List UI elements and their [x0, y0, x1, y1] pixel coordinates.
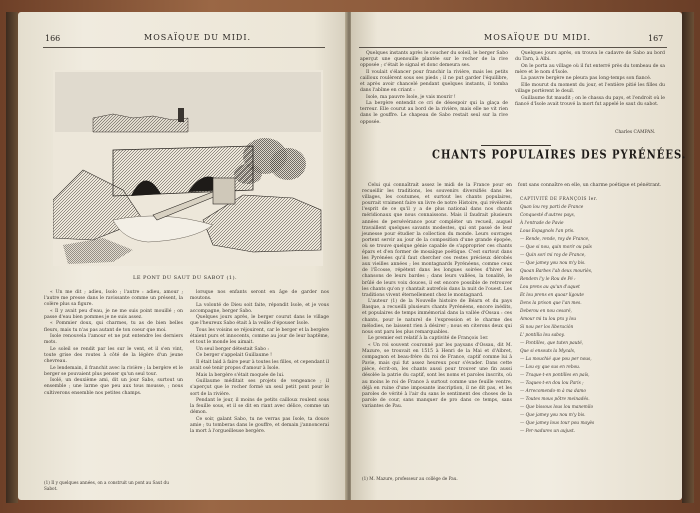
poem-line: Lous Espagnols l'an pris. — [520, 229, 575, 234]
poem-line: — Lou ey que sus en rebou. — [520, 365, 581, 370]
book-cover-right-edge — [682, 12, 694, 503]
header-rule — [359, 47, 667, 48]
paragraph: Un seul berger détestait Sabo : — [196, 346, 269, 352]
illustration-caption: LE PONT DU SAUT DU SABOT (1). — [133, 275, 238, 281]
poem-line: — Que jamey you nou m'y bis. — [520, 413, 586, 418]
article-title: CHANTS POPULAIRES DES PYRÉNÉES. — [432, 148, 687, 163]
poem-line: — Pontilles, que tuten pauté, — [520, 341, 584, 346]
poem-line: Dens la prison que l'an mes. — [520, 301, 582, 306]
poem-line: L' pontilla lou saboy. — [520, 333, 565, 338]
page-number: 167 — [648, 34, 664, 43]
header-rule — [43, 47, 325, 48]
poem-line: — Traque-t-en pontilles en païs, — [520, 373, 590, 378]
poem-line: Et lou prens en quoar ligoute — [520, 293, 584, 298]
paragraph: L'auteur (1) de la Nouvelle histoire de Béarn et du pays Basque, a recueilli plusieurs chants Pyrénéens, encore inédits, et populaires de temps immémorial dans la vallée d'Ossau : ces chants, pour le naturel de l'expression et le charme des mélodies, ne laissent rien à désirer ; nous en citerons deux qui nous ont paru les plus remarquables. — [362, 299, 512, 335]
paragraph: « Un roi souvent couronné par les paysans d'Ossau, dit M. Mazure, se trouvait en 1515 à Henri de la Mai et d'Albret, compagnon et beau-frère du roi de France, captif comme lui à Pavie, mais qui fut assez heureux pour s'évader. Dans cette pièce, écrit-on, les chants aussi pour trouver une fin aussi désolée la patrie du captif, sont les noms et paroles inscrits, où au moins le roi de France à surtout comme une feuille ventre, déjà en ruine d'une imposante inscription, il ne dit pas, et les paroles de vérité à l'air du sans le sentiment des choses de la parole de cour, sans manquer de pro dans ce temps, sans variantes de Pau. — [362, 342, 512, 409]
poem-line: Quoan Barbes l'ab deux mouriès, — [520, 269, 593, 274]
footnote: (1) M. Mazure, professeur au collège de Pau. — [362, 476, 458, 481]
running-head: MOSAÏQUE DU MIDI. — [144, 33, 252, 42]
paragraph: On le porta au village où il fut enterré près du tombeau de sa mère et le nom d'Isole. — [515, 63, 665, 75]
paragraph: La pauvre bergère ne pleura pas long-temps son fiancé. — [521, 76, 652, 82]
paragraph: Le lendemain, il franchit avec la rivière ; la bergère et le berger se pouvaient plus penser qu'un seul tour. — [44, 365, 183, 377]
paragraph: Il était laid à faire peur à toutes les filles, et cependant il avait osé tenir propos d'amour à Isole. — [190, 360, 329, 372]
poem — [520, 196, 670, 436]
paragraph: Mais la bergère s'était moquée de lui. — [196, 372, 285, 378]
poem-line: À l'entrade de Pavie — [520, 221, 564, 226]
poem-line: Quan lou rey parti de France — [520, 205, 584, 210]
paragraph: Le premier est relatif à la captivité de François 1er. — [368, 336, 489, 342]
poem-line: Si nou per los liberación — [520, 325, 574, 330]
paragraph: Pendant le jour, il moins de petits cailloux roulent sous la feuille sous, et il se dit en riant avec délice, comme un démon. — [190, 398, 329, 416]
paragraph: Isole, ma pauvre Isole, je vais mourir ! — [366, 94, 456, 100]
poem-line: Deberou en nou cesaré, — [520, 309, 572, 314]
poem-line: — Rende, rende, roy de France, — [520, 237, 590, 242]
poem-line: Conquesté d'autres pays, — [520, 213, 576, 218]
paragraph: La volonté de Dieu soit faite, répondit Isole, et je vous accompagne, berger Sabo. — [190, 302, 329, 314]
paragraph: Quelques jours après, le berger courut dans le village que l'heureux Sabo était à la veille d'épouser Isole. — [190, 315, 329, 327]
poem-line: Amour mi tu lou pra y lou — [520, 317, 576, 322]
poem-line: Rendem l'y le Rou de Pé : — [520, 277, 576, 282]
paragraph: Le soleil se rendit par les sur le vent, et il s'en vint, toute grise des routes à côté de la légère d'un jeune chevreau. — [44, 346, 183, 365]
left-page — [18, 12, 347, 500]
paragraph: « Il y avait peu d'eau, je ne me suis point mouillé ; on passe d'eau bien pommes je ne suis assez. — [44, 308, 183, 320]
paragraph: Tous les voisins se réjouirent, car le berger et la bergère étaient purs et innocents, comme au jour de leur baptême, et tout le monde les aimait. — [190, 328, 329, 346]
poem-line: Lou prens au qu'un d'aquet — [520, 285, 580, 290]
paragraph: Isolé, un deuxième ami, dit un jour Sabo, surtout un ensemble ; une larme que peu aux tous mousse, ; nous cultiverons ensemble nos petites champs. — [44, 378, 183, 396]
poem-line: — Que bissous lous lou manemilo — [520, 405, 594, 410]
left-column-2 — [190, 290, 329, 436]
paragraph: « Pommier doux, qui charmes, tu as de bien belles fleurs, mais tu n'as pas autant de ton coeur que moi. — [44, 321, 183, 333]
paragraph: La bergère entendit ce cri de désespoir qui la glaça de terreur. Elle courut au bord de la rivière, mais elle ne vit rien dans le gouffre. Le chapeau de Sabo restait seul sur la rive opposée. — [360, 101, 508, 125]
poem-line: — Taques-t-en dou lou Paris ; — [520, 381, 584, 386]
bridge-engraving — [53, 70, 323, 266]
poem-title: CAPTIVITÉ DE FRANÇOIS Ier. — [520, 197, 598, 202]
paragraph: « Un me dit ; adieu, Isolo ; l'autre : adieu, amour ; l'autre me presse dans le ravissante comme un présent, la colère plus sa figure. — [44, 290, 183, 308]
poem-line: — Que jamey you nou m'y bis. — [520, 261, 586, 266]
paragraph: Elle mourut du moment du jour, et l'entière pitié les filles du village portèrent le deuil. — [515, 82, 665, 95]
book-cover-left-edge — [6, 12, 18, 503]
paragraph: Ce soir, galant Sabo, tu ne verras pas Isole, ta douce amie ; tu tomberas dans le gouffre, et demain j'annoncerai la mort à l'orgueilleuse bergère. — [190, 416, 329, 435]
paragraph: Isole renouvela l'amour et ne put entendre les derniers mots. — [44, 334, 183, 346]
poem-line: — La mouchié que pou per nous, — [520, 357, 592, 362]
paragraph: Il voulait s'élancer pour franchir la rivière, mais les petits cailloux roulèrent sous ses pieds ; il ne put garder l'équilibre, et après avoir chancelé pendant quelques instants, il tomba dans l'abîme en criant : — [360, 69, 508, 94]
decorative-rule — [481, 145, 551, 146]
paragraph: Ce berger s'appelait Guillaume ! — [196, 353, 272, 359]
poem-line: — Toutes mous pôtre meinadés. — [520, 397, 590, 402]
poem-line: — Per-nadures un aujust. — [520, 429, 576, 434]
paragraph: Guillaume méditait ses projets de vengeance ; il s'aperçut que le rocher formé un seul petit pont pour le sort de la rivière. — [190, 379, 329, 397]
article-body — [362, 183, 512, 410]
author-signature: Charles CAMPAN. — [615, 130, 656, 135]
paragraph: lorsque nos enfants seront en âge de garder nos moutons. — [190, 290, 329, 302]
poem-line: — Quin sori mi roy de France, — [520, 253, 586, 258]
right-top-column-1 — [360, 51, 508, 126]
right-top-column-2 — [515, 51, 665, 108]
running-head: MOSAÏQUE DU MIDI. — [484, 33, 592, 42]
left-column-1 — [44, 290, 183, 397]
paragraph: Celui qui connaîtrait assez le midi de la France pour en recueillir les traditions, les souvenirs diversifiés dans les villages, les coutumes, et surtout les chants populaires, pourrait vraiment faire un livre de notre Histoire, qui révèlerait l'esprit de ce qu'il y a de plus national dans nos chants méridionaux que nous connaissons. Mais il faudrait plusieurs années de persévérance pour compléter un recueil, auquel travaillent quelques savants modestes, qui ont passé de leur jeunesse pour étudier la collection du monde. Leurs ouvrages portent servir au jour de la composition d'une grande épopée, où se trouve quelque génie capable de s'approprier ces chants épars et d'en former de mosaïque poétique. C'est surtout dans les Pyrénées qu'il faut chercher ces restes précieux dérobés aux vieilles années ; les montagnards Pyrénéens, comme ceux de l'Écosse, répètent dans les longues soirées d'hiver les chansons de leurs bardes ; dans leurs vallées, la tonalité, le brûlé de leurs voix douces, il est encore possible de retrouver les chants qu'on y chantait autrefois dans la nuit de l'ouest. Les traditions vivent éternellement chez le montagnard. — [362, 183, 512, 298]
side-column-intro: font sans connaître en elle, un charme poétique et pénétrant. — [518, 183, 662, 188]
footnote: (1) Il y quelques années, on a construit un pont au Saut du Sabot. — [44, 480, 169, 491]
poem-line: Que si ensouts la Mycals, — [520, 349, 576, 354]
page-number: 166 — [45, 34, 61, 43]
paragraph: Quelques instants après le coucher du soleil, le berger Sabo aperçut une quenouille plantée sur le rocher de la rive opposée ; c'était le signal et donc demeura ses. — [360, 51, 508, 69]
poem-line: — Arrecomendo-m à ma damo — [520, 389, 586, 394]
paragraph: Quelques jours après, on trouva le cadavre de Sabo au bord du Tarn, à Albi. — [515, 51, 665, 63]
poem-line: — Que jamey lous tour pou mayès — [520, 421, 595, 426]
poem-line: — Que si nou, quin morir ou païs — [520, 245, 592, 250]
paragraph: Guillaume fut maudit ; on le chassa du pays, et l'endroit où le fiancé d'Isole avait trouvé la mort fut appelé le saut du sabot. — [515, 95, 665, 107]
